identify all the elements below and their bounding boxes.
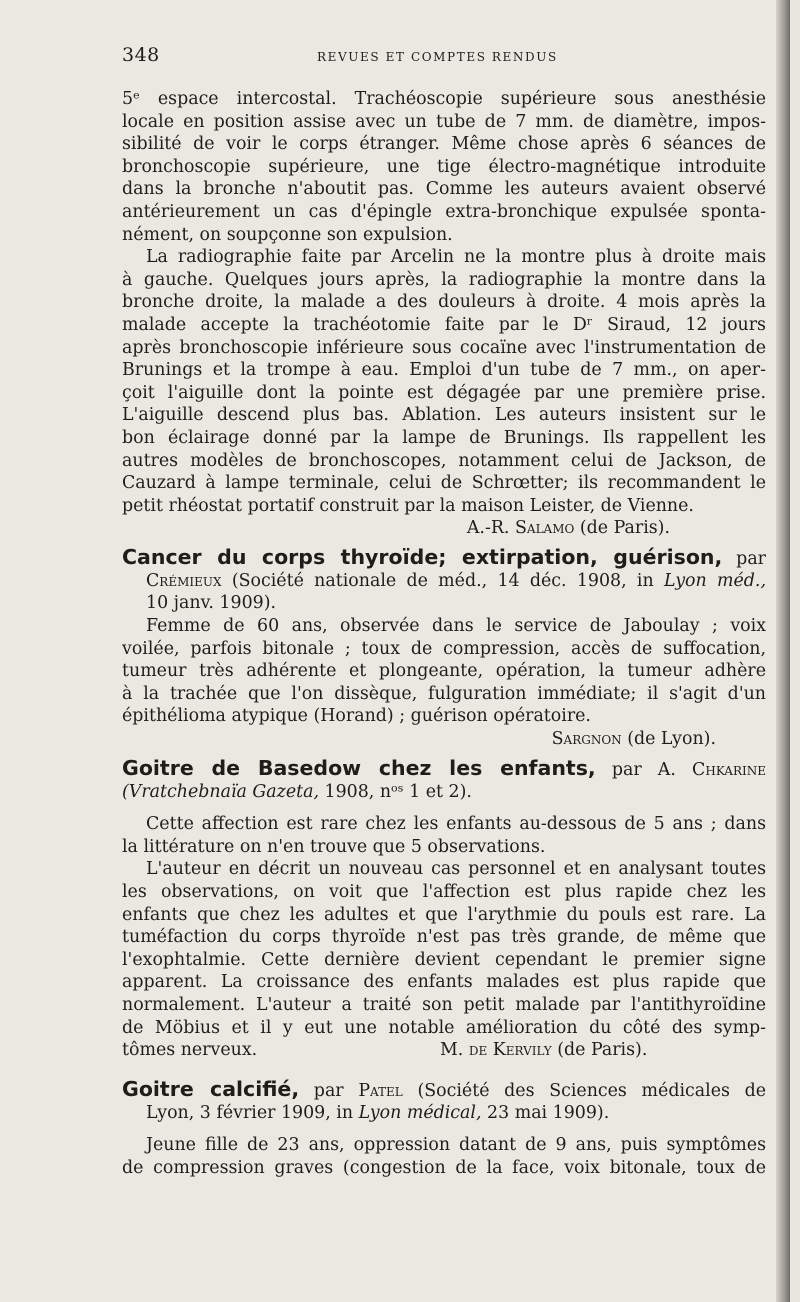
text-line: bronchoscopie supérieure, une tige électro-magnétique introduite	[122, 156, 766, 177]
citation-line: 10 janv. 1909).	[146, 593, 277, 614]
text-line: bon éclairage donné par la lampe de Brunings. Ils rappellent les	[122, 427, 766, 448]
author: Crémieux	[146, 570, 222, 591]
text-line: çoit l'aiguille dont la pointe est dégagée par une première prise.	[122, 382, 766, 403]
article-body	[122, 88, 766, 1180]
text-line: 5ᵉ espace intercostal. Trachéoscopie supérieure sous anesthésie	[122, 89, 766, 109]
text-line: antérieurement un cas d'épingle extra-bronchique expulsée sponta-	[122, 201, 766, 222]
text-line: autres modèles de bronchoscopes, notamment celui de Jackson, de	[122, 450, 766, 471]
signature: A.-R. Salamo (de Paris).	[466, 518, 670, 539]
text-line: normalement. L'auteur a traité son petit malade par l'antithyroïdine	[122, 994, 766, 1015]
article-title: Goitre de Basedow chez les enfants,	[122, 756, 596, 780]
text-line: apparent. La croissance des enfants malades est plus rapide que	[122, 972, 766, 993]
text-line: tumeur très adhérente et plongeante, opération, la tumeur adhère	[122, 661, 766, 682]
running-title: REVUES ET COMPTES RENDUS	[317, 50, 558, 64]
article-title: Goitre calcifié,	[122, 1077, 300, 1101]
text-line: bronche droite, la malade a des douleurs à droite. 4 mois après la	[122, 292, 766, 313]
page-number: 348	[122, 44, 160, 66]
text-line: les observations, on voit que l'affection est plus rapide chez les	[122, 882, 766, 902]
text-line: après bronchoscopie inférieure sous cocaïne avec l'instrumentation de	[122, 337, 766, 358]
signature: M. de Kervily (de Paris).	[440, 1040, 648, 1061]
text-line: tuméfaction du corps thyroïde n'est pas très grande, de même que	[122, 927, 766, 948]
text-line: Jeune fille de 23 ans, oppression datant de 9 ans, puis symptômes	[146, 1135, 766, 1156]
author: Patel	[358, 1080, 403, 1101]
text-line: malade accepte la trachéotomie faite par le Dʳ Siraud, 12 jours	[122, 314, 766, 335]
text-line: de compression graves (congestion de la face, voix bitonale, toux de	[122, 1157, 766, 1178]
author: Chkarine	[692, 759, 766, 780]
text-line: petit rhéostat portatif construit par la maison Leister, de Vienne.	[122, 495, 694, 516]
text-line: dans la bronche n'aboutit pas. Comme les auteurs avaient observé	[122, 179, 766, 200]
article-title: Cancer du corps thyroïde; extirpation, guérison,	[122, 545, 723, 569]
article-heading: Goitre de Basedow chez les enfants, par A. Chkarine	[122, 756, 766, 780]
text-line: L'auteur en décrit un nouveau cas personnel et en analysant toutes	[146, 859, 766, 880]
text-line: tômes nerveux. M. de Kervily (de Paris).	[122, 1040, 648, 1061]
article-heading: Goitre calcifié, par Patel (Société des Sciences médicales de	[122, 1077, 766, 1101]
text-line: Cauzard à lampe terminale, celui de Schrœtter; ils recommandent le	[122, 473, 766, 494]
page-header	[122, 44, 764, 68]
text-line: la littérature on n'en trouve que 5 observations.	[122, 836, 546, 857]
text-line: enfants que chez les adultes et que l'arythmie du pouls est rare. La	[122, 904, 766, 925]
citation-line: (Vratchebnaïa Gazeta, 1908, nᵒˢ 1 et 2).	[122, 781, 472, 802]
text-line: Brunings et la trompe à eau. Emploi d'un tube de 7 mm., on aper-	[122, 360, 766, 381]
text-line: Femme de 60 ans, observée dans le service de Jaboulay ; voix	[146, 616, 766, 637]
text-line: à la trachée que l'on dissèque, fulguration immédiate; il s'agit d'un	[122, 683, 766, 704]
text-line: L'aiguille descend plus bas. Ablation. Les auteurs insistent sur le	[122, 405, 766, 426]
article-heading: Cancer du corps thyroïde; extirpation, guérison, par	[122, 545, 766, 569]
citation-line: Lyon, 3 février 1909, in Lyon médical, 23 mai 1909).	[146, 1102, 610, 1123]
text-line: à gauche. Quelques jours après, la radiographie la montre dans la	[122, 269, 766, 290]
text-line: Cette affection est rare chez les enfants au-dessous de 5 ans ; dans	[146, 814, 766, 835]
text-line: de Möbius et il y eut une notable amélioration du côté des symp-	[122, 1017, 766, 1038]
text-line: sibilité de voir le corps étranger. Même chose après 6 séances de	[122, 134, 766, 155]
text-line: La radiographie faite par Arcelin ne la montre plus à droite mais	[146, 247, 766, 268]
text-line: épithélioma atypique (Horand) ; guérison opératoire.	[122, 706, 591, 727]
text-line: nément, on soupçonne son expulsion.	[122, 224, 453, 245]
text-line: voilée, parfois bitonale ; toux de compression, accès de suffocation,	[122, 638, 766, 659]
signature: Sargnon (de Lyon).	[551, 729, 716, 750]
page-edge	[776, 0, 790, 1302]
text-line: l'exophtalmie. Cette dernière devient cependant le premier signe	[122, 949, 766, 970]
citation-line: Crémieux (Société nationale de méd., 14 déc. 1908, in Lyon méd.,	[146, 570, 766, 591]
text-line: locale en position assise avec un tube de 7 mm. de diamètre, impos-	[122, 111, 766, 132]
